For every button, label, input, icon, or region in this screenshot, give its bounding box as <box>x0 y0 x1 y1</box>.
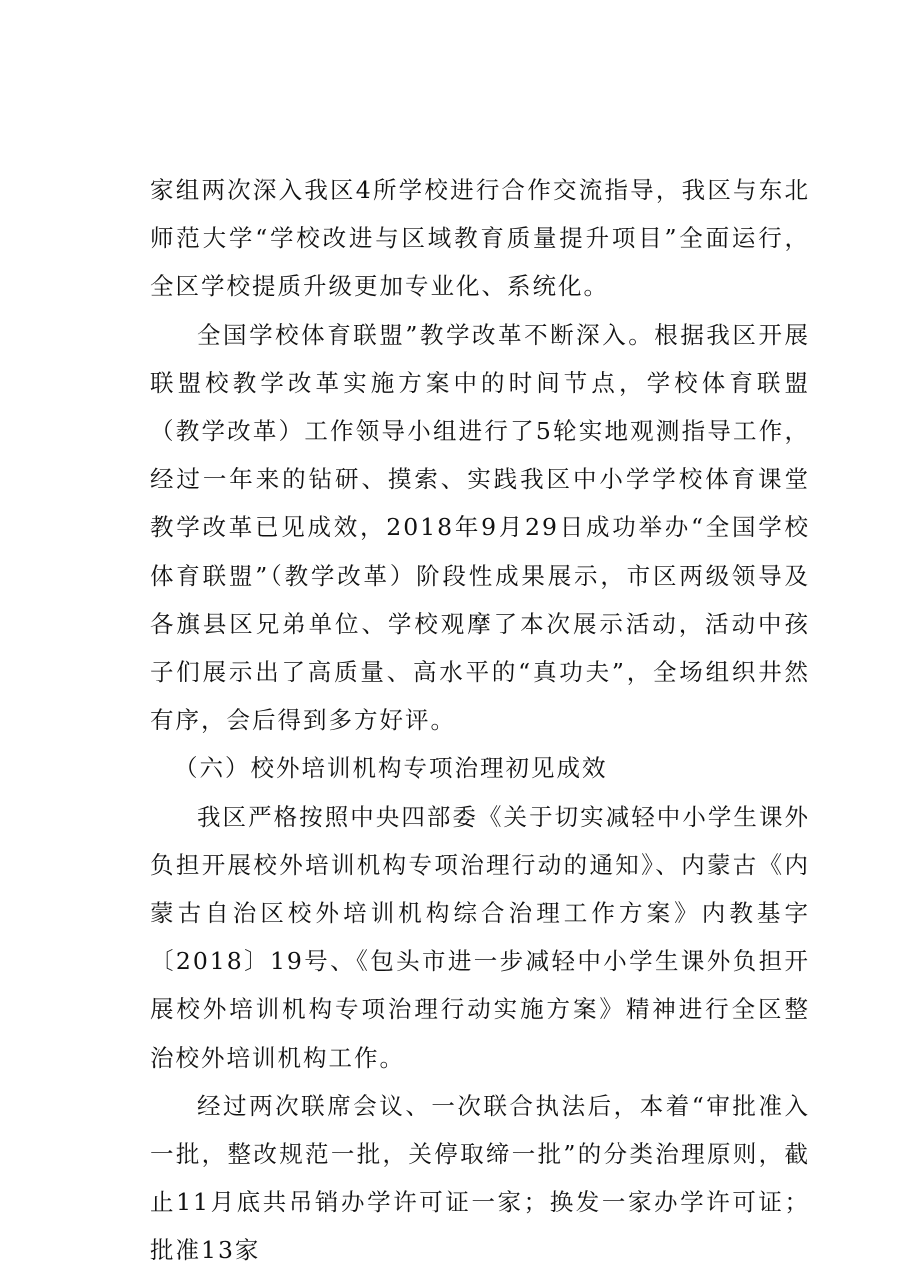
paragraph-enforcement: 经过两次联席会议、一次联合执法后，本着“审批准入一批，整改规范一批，关停取缔一批”的分类治理原则，截止11月底共吊销办学许可证一家；换发一家办学许可证；批准13家 <box>150 1091 810 1265</box>
section-heading-six: （六）校外培训机构专项治理初见成效 <box>174 754 608 783</box>
paragraph-regulation: 我区严格按照中央四部委《关于切实减轻中小学生课外负担开展校外培训机构专项治理行动的通知》、内蒙古《内蒙古自治区校外培训机构综合治理工作方案》内教基字〔2018〕19号、《包头市进一步减轻中小学生课外负担开展校外培训机构专项治理行动实施方案》精神进行全区整治校外培训机构工作。 <box>150 802 810 1072</box>
paragraph-continuation: 家组两次深入我区4所学校进行合作交流指导，我区与东北师范大学“学校改进与区域教育质量提升项目”全面运行，全区学校提质升级更加专业化、系统化。 <box>150 176 810 301</box>
document-body <box>150 166 810 1275</box>
paragraph-sports-alliance: 全国学校体育联盟”教学改革不断深入。根据我区开展联盟校教学改革实施方案中的时间节点，学校体育联盟（教学改革）工作领导小组进行了5轮实地观测指导工作，经过一年来的钻研、摸索、实践我区中小学学校体育课堂教学改革已见成效，2018年9月29日成功举办“全国学校体育联盟”（教学改革）阶段性成果展示，市区两级领导及各旗县区兄弟单位、学校观摩了本次展示活动，活动中孩子们展示出了高质量、高水平的“真功夫”，全场组织井然有序，会后得到多方好评。 <box>150 320 810 735</box>
